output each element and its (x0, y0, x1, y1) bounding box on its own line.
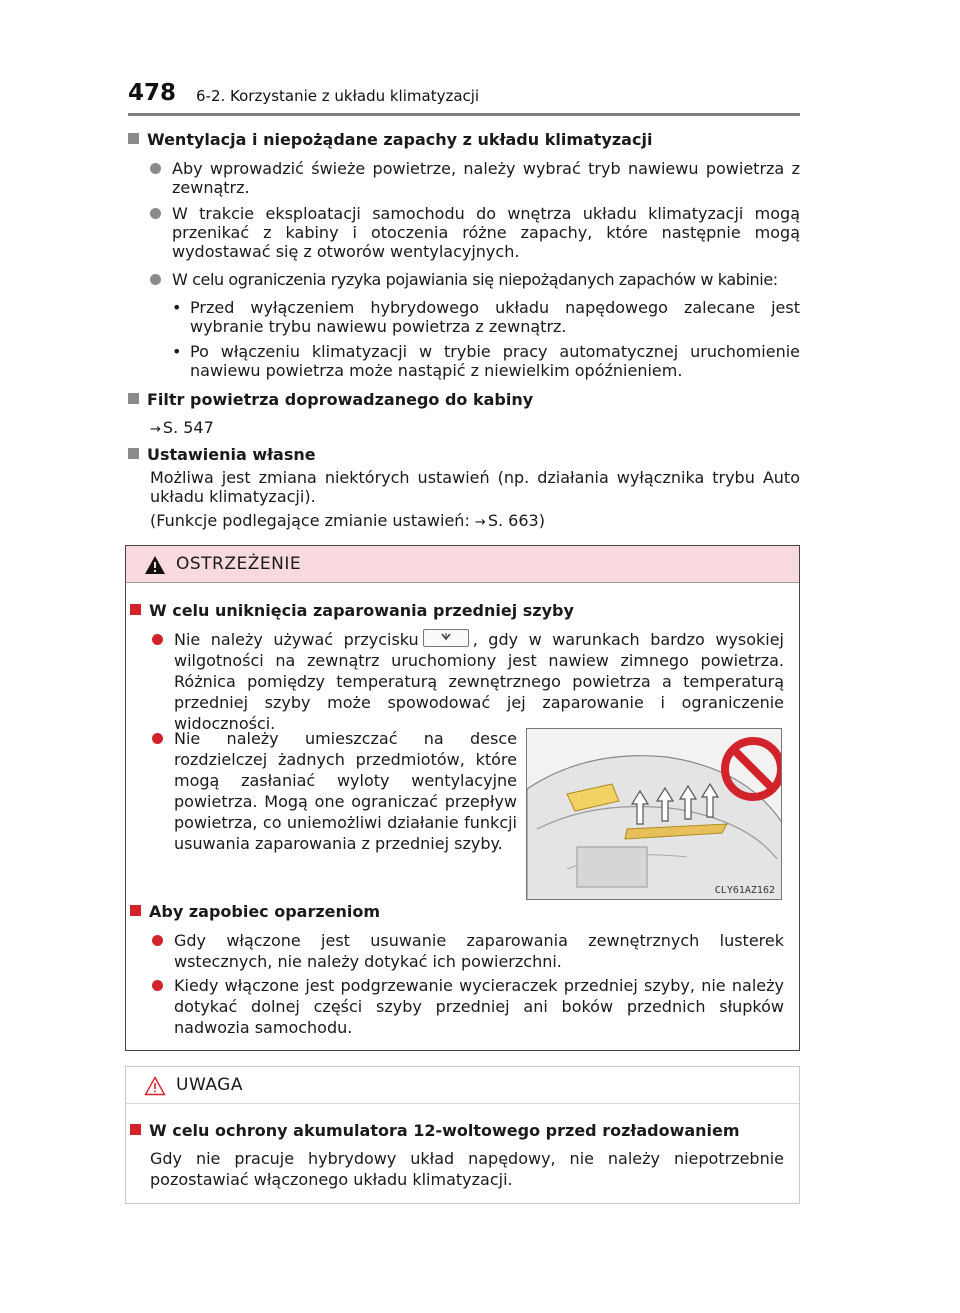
square-bullet-icon (128, 393, 139, 404)
dashboard-drawing (527, 729, 782, 900)
warning-triangle-icon (144, 555, 166, 575)
warning-bullet-dashboard (152, 728, 517, 854)
round-bullet-icon (152, 980, 163, 991)
illustration-code: CLY61AZ162 (714, 885, 775, 896)
warning-bullet-mirrors (152, 930, 784, 972)
sub-bullet-1 (172, 298, 800, 336)
round-bullet-icon (152, 733, 163, 744)
warning-bullet-cold-air (152, 629, 784, 734)
filter-reference[interactable] (150, 418, 800, 439)
bullet-text: Nie należy umieszczać na desce rozdzielczej żadnych przedmiotów, które mogą zasłaniać wyloty wentylacyjne powietrza. Mogą one ograniczać przepływ powietrza, co uniemożliwi działanie funkcji usuwania zaparowania z przedniej szyby. (174, 729, 517, 853)
notice-label: UWAGA (176, 1075, 243, 1095)
warning-section-burns (130, 902, 380, 921)
round-bullet-icon (152, 634, 163, 645)
sub-bullet-text: Przed wyłączeniem hybrydowego układu napędowego zalecane jest wybranie trybu nawiewu powietrza z zewnątrz. (190, 298, 800, 336)
bullet-text-part: Nie należy używać przycisku (174, 630, 419, 649)
section-title: W celu ochrony akumulatora 12-woltowego przed rozładowaniem (149, 1121, 740, 1140)
page-reference[interactable]: S. 663 (487, 511, 539, 530)
bullet-text: W trakcie eksploatacji samochodu do wnętrza układu klimatyzacji mogą przenikać z kabiny i otoczenia różne zapachy, które następnie mogą wydostawać się z otworów wentylacyjnych. (172, 204, 800, 261)
dashboard-illustration (526, 728, 782, 900)
notice-body: Gdy nie pracuje hybrydowy układ napędowy, nie należy niepotrzebnie pozostawiać włączonego układu klimatyzacji. (150, 1149, 784, 1189)
square-bullet-icon (128, 133, 139, 144)
bullet-text: W celu ograniczenia ryzyka pojawiania się niepożądanych zapachów w kabinie: (172, 270, 778, 289)
bullet-text: Kiedy włączone jest podgrzewanie wycieraczek przedniej szyby, nie należy dotykać dolnej części szyby przedniej ani boków przednich słupków nadwozia samochodu. (174, 976, 784, 1037)
bullet-fresh-air (150, 159, 800, 197)
notice-text (150, 1148, 784, 1190)
square-bullet-icon (128, 448, 139, 459)
caution-triangle-icon (144, 1076, 166, 1096)
square-bullet-icon (130, 604, 141, 615)
bullet-text: Aby wprowadzić świeże powietrze, należy wybrać tryb nawiewu powietrza z zewnątrz. (172, 159, 800, 197)
arrow-right-icon: → (150, 422, 161, 437)
bullet-text (174, 629, 784, 734)
header-rule (128, 113, 800, 116)
section-title: Aby zapobiec oparzeniom (149, 902, 381, 921)
notice-section-battery (130, 1121, 740, 1140)
section-ventilation (128, 129, 652, 150)
bullet-text: Gdy włączone jest usuwanie zaparowania zewnętrznych lusterek wstecznych, nie należy dotykać ich powierzchni. (174, 931, 784, 971)
bullet-odors (150, 204, 800, 261)
warning-bullet-wipers (152, 975, 784, 1038)
warning-label: OSTRZEŻENIE (176, 554, 302, 574)
section-custom-settings (128, 444, 316, 465)
bullet-text-part: , gdy w warunkach bardzo wysokiej wilgotności na zewnątrz uruchomiony jest nawiew zimnego powietrza. Różnica pomiędzy temperaturą zewnętrznego powietrza a temperaturą przedniej szyby może spowodować jej zaparowanie i ograniczenie widoczności. (174, 630, 785, 733)
section-cabin-filter (128, 389, 533, 410)
sub-bullet-text: Po włączeniu klimatyzacji w trybie pracy automatycznej uruchomienie nawiewu powietrza może nastąpić z niewielkim opóźnieniem. (190, 342, 800, 380)
sub-bullet-2 (172, 342, 800, 380)
section-title: Filtr powietrza doprowadzanego do kabiny (147, 390, 534, 409)
square-bullet-icon (130, 905, 141, 916)
round-bullet-icon (150, 163, 161, 174)
notice-header (126, 1067, 799, 1104)
bullet-reduce-odors (150, 270, 800, 289)
warning-section-fogging (130, 601, 574, 620)
ref-close: ) (538, 511, 545, 530)
running-head: 6-2. Korzystanie z układu klimatyzacji (196, 87, 480, 105)
ref-line-text: (Funkcje podlegające zmianie ustawień: (150, 511, 475, 530)
custom-settings-ref-line (150, 511, 800, 532)
page-reference[interactable]: S. 547 (162, 418, 214, 437)
custom-settings-text: Możliwa jest zmiana niektórych ustawień (np. działania wyłącznika trybu Auto układu klimatyzacji). (150, 468, 800, 506)
section-title: Ustawienia własne (147, 445, 316, 464)
arrow-right-icon: → (474, 515, 486, 530)
round-bullet-icon (150, 208, 161, 219)
page-number: 478 (128, 80, 177, 106)
section-title: W celu uniknięcia zaparowania przedniej szyby (149, 601, 574, 620)
warning-header (126, 546, 799, 583)
sub-bullet-marker: • (172, 342, 182, 361)
round-bullet-icon (150, 274, 161, 285)
round-bullet-icon (152, 935, 163, 946)
square-bullet-icon (130, 1124, 141, 1135)
sub-bullet-marker: • (172, 298, 182, 317)
section-title: Wentylacja i niepożądane zapachy z układu klimatyzacji (147, 130, 653, 149)
ac-button-icon (423, 629, 469, 647)
